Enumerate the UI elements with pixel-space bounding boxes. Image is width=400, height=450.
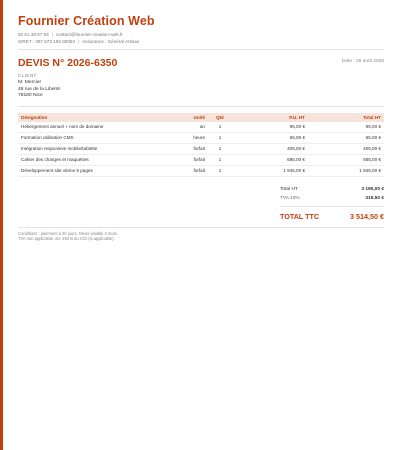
quote-title: DEVIS N° 2026-6350 (18, 57, 118, 69)
row-designation: Développement site vitrine 5 pages (18, 165, 172, 176)
accent-bar (0, 0, 3, 450)
row-qty: 1 (208, 165, 232, 176)
row-unit-price: 65,00 € (232, 132, 308, 143)
footer-tva-note: TVA non applicable, art. 293 B du CGI (si applicable). (18, 236, 115, 242)
quote-date: Date : 28 août 2026 (341, 59, 384, 64)
table-row (18, 132, 384, 143)
row-qty: 1 (208, 143, 232, 154)
row-unit: an (172, 122, 208, 133)
total-ht-row (280, 185, 384, 194)
row-unit-price: 405,00 € (232, 143, 308, 154)
row-qty: 1 (208, 132, 232, 143)
header-qty: Qté (208, 113, 232, 122)
row-unit-price: 1 945,00 € (232, 165, 308, 176)
totals-block (280, 185, 384, 222)
company-contact: 02 61 48 87 83 | contact@fournier-creation-web.fr (18, 32, 123, 37)
total-ht-label: Total HT (280, 186, 298, 192)
row-total: 405,00 € (308, 143, 384, 154)
footer-conditions: Conditions : paiement à 30 jours. Devis valable 3 mois. (18, 230, 118, 236)
total-ttc-label: TOTAL TTC (280, 211, 320, 221)
row-unit: forfait (172, 165, 208, 176)
row-unit-price: 95,00 € (232, 122, 308, 133)
table-row (18, 143, 384, 154)
header-unit-price: P.U. HT (232, 113, 308, 122)
divider (18, 227, 384, 228)
tva-value: 319,50 € (365, 195, 384, 201)
row-unit: forfait (172, 143, 208, 154)
footer-notes (18, 231, 384, 242)
company-email: contact@fournier-creation-web.fr (55, 32, 123, 37)
row-total: 685,00 € (308, 154, 384, 165)
row-unit: heure (172, 132, 208, 143)
table-header-row (18, 113, 384, 122)
row-total: 65,00 € (308, 132, 384, 143)
divider (280, 206, 384, 207)
client-address: 48 rue de la Liberté (18, 86, 61, 92)
row-designation: Hébergement annuel + nom de domaine (18, 122, 172, 133)
row-total: 95,00 € (308, 122, 384, 133)
quote-document (18, 14, 384, 242)
company-siret: SIRET : 397 573 159 00053 (18, 39, 75, 44)
row-unit-price: 685,00 € (232, 154, 308, 165)
row-designation: Formation utilisation CMS (18, 132, 172, 143)
header-unit: Unité (172, 113, 208, 122)
total-ttc-row (280, 211, 384, 222)
table-row (18, 165, 384, 176)
table-row (18, 154, 384, 165)
client-city: 78180 Nice (18, 93, 43, 99)
table-row (18, 122, 384, 133)
company-legal: SIRET : 397 573 159 00053 | Assurance : Général Artisan (18, 39, 140, 44)
total-ht-value: 3 195,00 € (361, 186, 384, 192)
client-label: CLIENT (18, 74, 37, 79)
header-designation: Désignation (18, 113, 172, 122)
quote-header (18, 57, 384, 70)
company-insurance: Assurance : Général Artisan (82, 39, 140, 44)
tva-label: TVA 10% (280, 195, 300, 201)
header-total: Total HT (308, 113, 384, 122)
quote-lines-table (18, 113, 384, 177)
company-phone: 02 61 48 87 83 (18, 32, 49, 37)
divider (18, 49, 384, 50)
row-designation: Cahier des charges et maquettes (18, 154, 172, 165)
row-unit: forfait (172, 154, 208, 165)
divider (18, 106, 384, 107)
company-name: Fournier Création Web (18, 14, 155, 28)
total-ttc-value: 3 514,50 € (350, 211, 384, 221)
client-name: M. Mercier (18, 80, 42, 86)
tva-row (280, 194, 384, 203)
row-qty: 1 (208, 154, 232, 165)
row-total: 1 945,00 € (308, 165, 384, 176)
row-qty: 1 (208, 122, 232, 133)
row-designation: Intégration responsive mobile/tablette (18, 143, 172, 154)
client-block (18, 74, 384, 100)
